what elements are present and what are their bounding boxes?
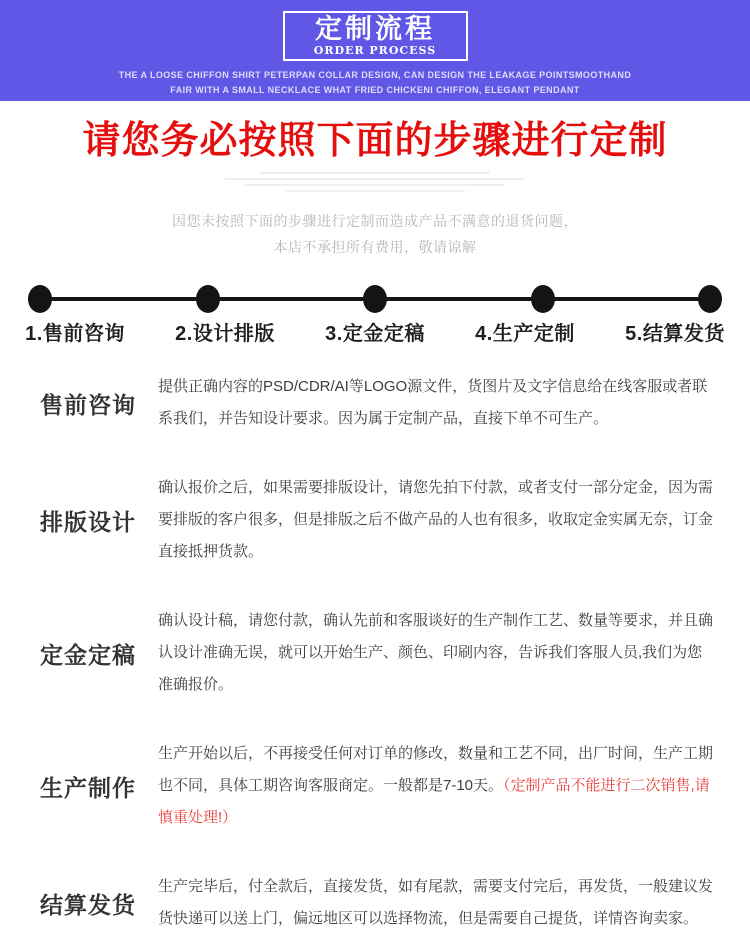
section-title: 结算发货	[40, 891, 136, 918]
disclaimer	[0, 208, 750, 260]
section-body	[152, 605, 716, 701]
section-warning-text: （定制产品不能进行二次销售,请慎重处理!）	[158, 777, 710, 826]
timeline-dot-1	[28, 285, 52, 313]
section-title: 排版设计	[40, 508, 136, 535]
section-body	[152, 371, 716, 435]
process-timeline	[0, 273, 750, 345]
banner-tagline-line2: FAIR WITH A SMALL NECKLACE WHAT FRIED CHICKENI CHIFFON, ELEGANT PENDANT	[170, 85, 580, 95]
timeline-step-2: 2.设计排版	[175, 323, 275, 345]
timeline-step-4: 4.生产定制	[475, 323, 575, 345]
section-presale	[40, 371, 716, 435]
step-sections	[0, 371, 750, 935]
section-body-text: 生产完毕后，付全款后，直接发货，如有尾款，需要支付完后，再发货，一般建议发货快递可以送上门，偏远地区可以选择物流，但是需要自己提货，详情咨询卖家。	[158, 878, 714, 927]
timeline-step-1: 1.售前咨询	[25, 323, 125, 345]
timeline-dot-5	[698, 285, 722, 313]
section-title: 生产制作	[40, 774, 136, 801]
disclaimer-line2: 本店不承担所有费用，敬请谅解	[273, 239, 477, 255]
timeline-dot-3	[363, 285, 387, 313]
fine-print-watermark	[215, 172, 535, 200]
section-title: 定金定稿	[40, 641, 136, 668]
timeline-dot-2	[196, 285, 220, 313]
banner-title: 定制流程	[315, 13, 435, 45]
section-body	[152, 871, 716, 935]
section-body-text: 生产开始以后，不再接受任何对订单的修改，数量和工艺不同，出厂时间，生产工期也不同，具体工期咨询客服商定。一般都是7-10天。	[158, 745, 714, 794]
section-body-text: 确认报价之后，如果需要排版设计，请您先拍下付款，或者支付一部分定金，因为需要排版的客户很多，但是排版之后不做产品的人也有很多，收取定金实属无奈，订金直接抵押货款。	[158, 479, 714, 560]
banner	[0, 0, 750, 101]
section-body	[152, 472, 716, 568]
section-body-text: 确认设计稿，请您付款，确认先前和客服谈好的生产制作工艺、数量等要求，并且确认设计准确无误，就可以开始生产、颜色、印刷内容，告诉我们客服人员,我们为您准确报价。	[158, 612, 714, 693]
timeline-dots	[0, 285, 750, 313]
section-settle-ship	[40, 871, 716, 935]
timeline-step-5: 5.结算发货	[625, 323, 725, 345]
banner-subtitle: ORDER PROCESS	[313, 43, 437, 57]
banner-tagline-line1: THE A LOOSE CHIFFON SHIRT PETERPAN COLLAR DESIGN, CAN DESIGN THE LEAKAGE POINTSMOOTHAND	[118, 70, 632, 80]
banner-title-box	[283, 11, 468, 61]
page-title: 请您务必按照下面的步骤进行定制	[82, 120, 668, 162]
section-body-text: 提供正确内容的PSD/CDR/AI等LOGO源文件，货图片及文字信息给在线客服或者联系我们，并告知设计要求。因为属于定制产品，直接下单不可生产。	[158, 378, 708, 427]
section-production	[40, 738, 716, 834]
section-deposit-draft	[40, 605, 716, 701]
section-title: 售前咨询	[40, 391, 136, 418]
timeline-step-3: 3.定金定稿	[325, 323, 425, 345]
section-layout-design	[40, 472, 716, 568]
disclaimer-line1: 因您未按照下面的步骤进行定制而造成产品不满意的退货问题，	[172, 213, 578, 229]
timeline-labels	[0, 317, 750, 346]
timeline-dot-4	[531, 285, 555, 313]
banner-tagline	[119, 68, 631, 98]
section-body	[152, 738, 716, 834]
